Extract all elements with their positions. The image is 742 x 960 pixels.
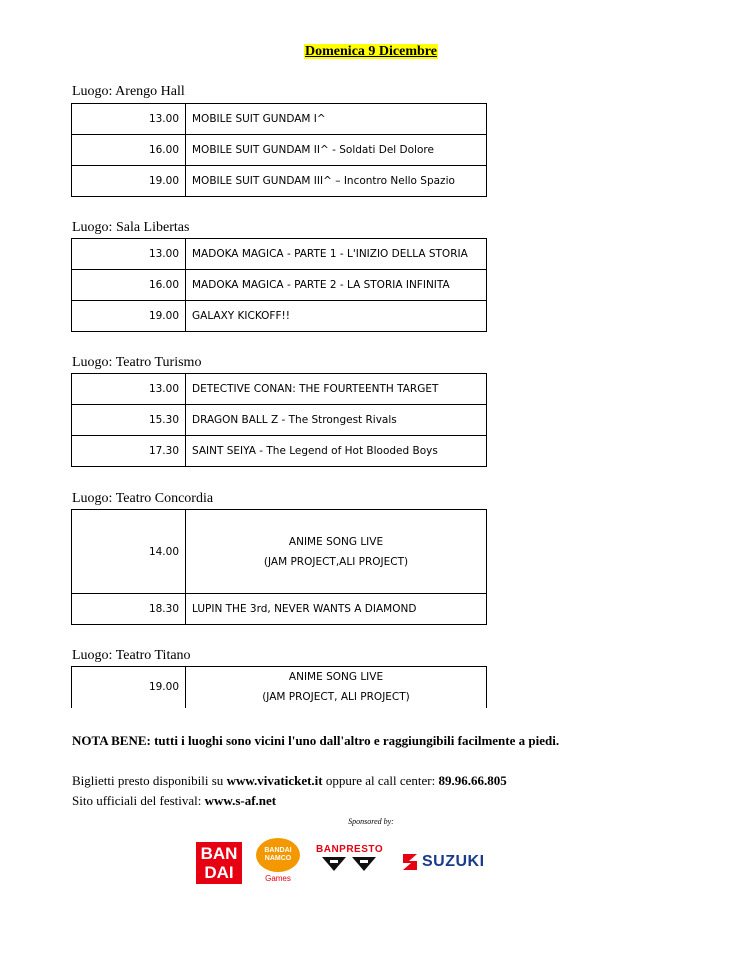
page-title: Domenica 9 Dicembre <box>305 44 437 59</box>
film-cell <box>186 510 487 594</box>
film-cell-line2: (JAM PROJECT, ALI PROJECT) <box>262 691 410 704</box>
site-url-link[interactable]: www.s-af.net <box>204 793 277 808</box>
time-cell: 19.00 <box>72 166 186 197</box>
table-row <box>72 594 487 625</box>
time-cell: 17.30 <box>72 436 186 467</box>
film-cell: MOBILE SUIT GUNDAM III^ – Incontro Nello Spazio <box>186 166 487 197</box>
tickets-prefix: Biglietti presto disponibili su <box>72 773 227 788</box>
sponsored-by-label: Sponsored by: <box>348 817 394 826</box>
bandai-namco-badge <box>256 838 300 872</box>
call-center-phone: 89.96.66.805 <box>438 773 507 788</box>
table-row <box>72 166 487 197</box>
schedule-table-teatro-titano <box>71 666 487 708</box>
bandai-namco-games-logo <box>256 838 300 886</box>
film-cell: MADOKA MAGICA - PARTE 1 - L'INIZIO DELLA STORIA <box>186 239 487 270</box>
namco-badge-line2: NAMCO <box>264 855 292 862</box>
table-row <box>72 135 487 166</box>
venue-label-arengo-hall: Luogo: Arengo Hall <box>72 84 185 99</box>
film-cell-line1: ANIME SONG LIVE <box>288 671 384 684</box>
bandai-logo <box>196 842 242 884</box>
film-cell <box>186 667 487 708</box>
bandai-logo-line1: BAN <box>200 844 238 863</box>
banpresto-logo <box>316 844 382 876</box>
schedule-table-teatro-turismo <box>71 373 487 467</box>
film-cell: MOBILE SUIT GUNDAM I^ <box>186 104 487 135</box>
venue-label-teatro-titano: Luogo: Teatro Titano <box>72 648 191 663</box>
venue-label-teatro-concordia: Luogo: Teatro Concordia <box>72 491 214 506</box>
table-row <box>72 510 487 594</box>
tickets-url-link[interactable]: www.vivaticket.it <box>226 773 323 788</box>
time-cell: 18.30 <box>72 594 186 625</box>
time-cell: 13.00 <box>72 239 186 270</box>
film-cell-line1: ANIME SONG LIVE <box>288 535 384 548</box>
time-cell: 15.30 <box>72 405 186 436</box>
film-cell: GALAXY KICKOFF!! <box>186 301 487 332</box>
bandai-logo-line2: DAI <box>204 863 234 882</box>
film-cell: DRAGON BALL Z - The Strongest Rivals <box>186 405 487 436</box>
suzuki-s-icon <box>400 852 420 872</box>
sponsor-logos <box>196 838 516 888</box>
time-cell: 13.00 <box>72 374 186 405</box>
film-cell: MOBILE SUIT GUNDAM II^ - Soldati Del Dolore <box>186 135 487 166</box>
nota-bene-text: NOTA BENE: tutti i luoghi sono vicini l'uno dall'altro e raggiungibili facilmente a piedi. <box>72 733 560 748</box>
film-cell: LUPIN THE 3rd, NEVER WANTS A DIAMOND <box>186 594 487 625</box>
time-cell: 16.00 <box>72 135 186 166</box>
time-cell: 16.00 <box>72 270 186 301</box>
film-cell: SAINT SEIYA - The Legend of Hot Blooded Boys <box>186 436 487 467</box>
film-cell-line2: (JAM PROJECT,ALI PROJECT) <box>263 555 409 568</box>
banpresto-wordmark: BANPRESTO <box>316 844 384 855</box>
table-row <box>72 104 487 135</box>
venue-label-sala-libertas: Luogo: Sala Libertas <box>72 220 190 235</box>
suzuki-logo <box>400 852 510 874</box>
banpresto-mark-icon <box>316 855 382 873</box>
time-cell: 14.00 <box>72 510 186 594</box>
namco-badge-line1: BANDAI <box>264 847 292 854</box>
tickets-line <box>72 773 507 789</box>
suzuki-wordmark: SUZUKI <box>422 853 485 870</box>
table-row <box>72 667 487 708</box>
table-row <box>72 405 487 436</box>
film-cell: MADOKA MAGICA - PARTE 2 - LA STORIA INFINITA <box>186 270 487 301</box>
time-cell: 19.00 <box>72 667 186 708</box>
schedule-table-sala-libertas <box>71 238 487 332</box>
namco-games-label: Games <box>265 874 291 883</box>
tickets-middle: oppure al call center: <box>322 773 439 788</box>
venue-label-teatro-turismo: Luogo: Teatro Turismo <box>72 355 202 370</box>
table-row <box>72 436 487 467</box>
schedule-table-arengo-hall <box>71 103 487 197</box>
schedule-table-teatro-concordia <box>71 509 487 625</box>
time-cell: 19.00 <box>72 301 186 332</box>
table-row <box>72 239 487 270</box>
site-line <box>72 793 276 809</box>
table-row <box>72 270 487 301</box>
film-cell: DETECTIVE CONAN: THE FOURTEENTH TARGET <box>186 374 487 405</box>
site-prefix: Sito ufficiali del festival: <box>72 793 205 808</box>
table-row <box>72 301 487 332</box>
time-cell: 13.00 <box>72 104 186 135</box>
table-row <box>72 374 487 405</box>
